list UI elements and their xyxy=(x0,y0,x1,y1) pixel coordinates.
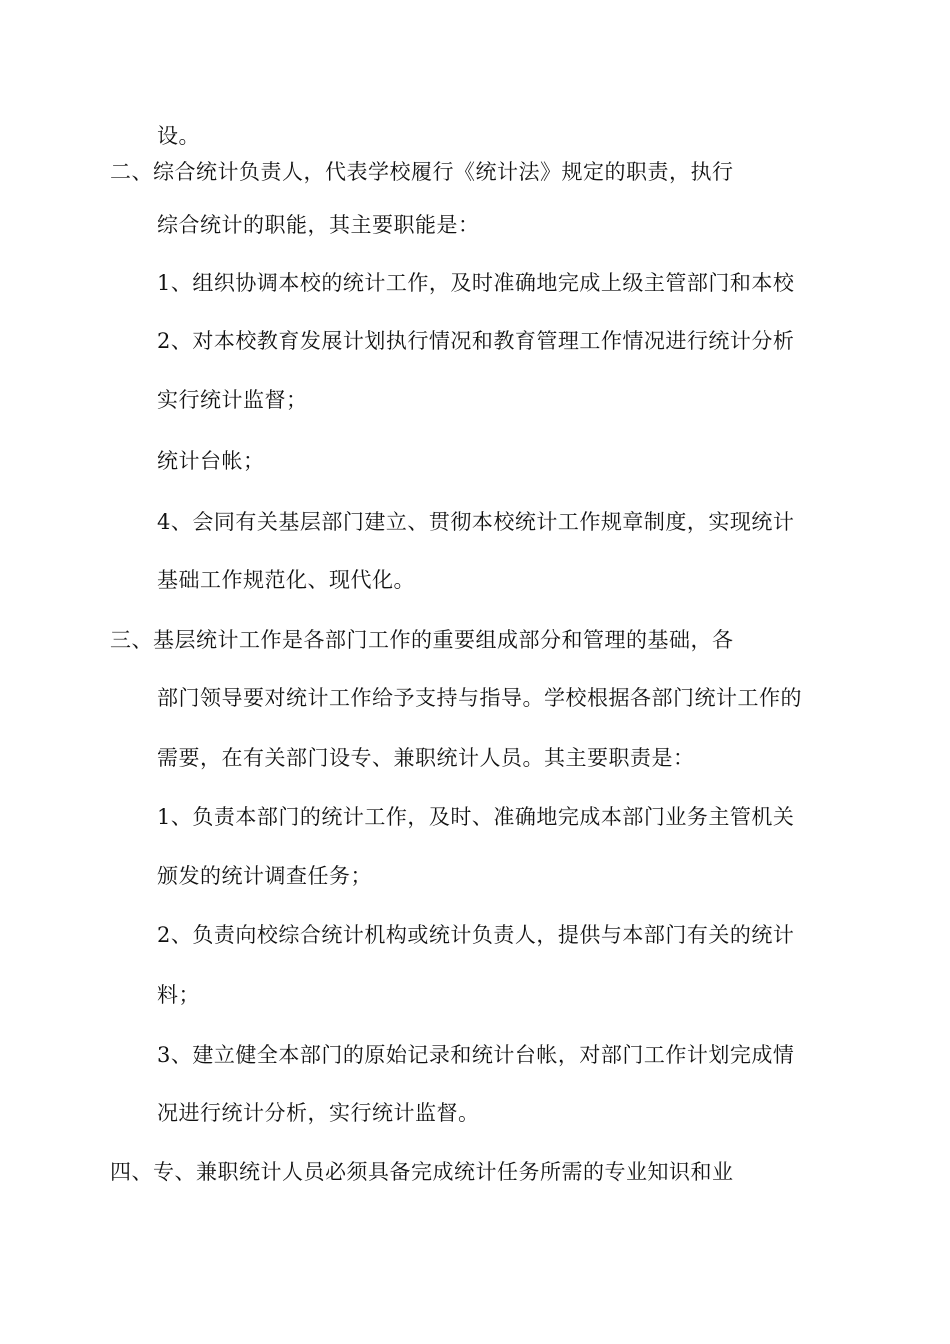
list-item: 1、组织协调本校的统计工作，及时准确地完成上级主管部门和本校 xyxy=(157,271,795,295)
list-item: 2、负责向校综合统计机构或统计负责人，提供与本部门有关的统计 xyxy=(157,923,795,947)
text-line: 实行统计监督； xyxy=(157,388,308,412)
text-line: 统计台帐； xyxy=(157,449,265,473)
section-heading-4: 四、专、兼职统计人员必须具备完成统计任务所需的专业知识和业 xyxy=(110,1160,734,1184)
text-line: 综合统计的职能，其主要职能是： xyxy=(157,213,480,237)
list-item: 1、负责本部门的统计工作，及时、准确地完成本部门业务主管机关 xyxy=(157,805,795,829)
section-heading-2: 二、综合统计负责人，代表学校履行《统计法》规定的职责，执行 xyxy=(110,160,734,184)
section-heading-3: 三、基层统计工作是各部门工作的重要组成部分和管理的基础，各 xyxy=(110,628,734,652)
text-line: 部门领导要对统计工作给予支持与指导。学校根据各部门统计工作的 xyxy=(157,686,802,710)
list-item: 3、建立健全本部门的原始记录和统计台帐，对部门工作计划完成情 xyxy=(157,1043,795,1067)
text-line: 需要，在有关部门设专、兼职统计人员。其主要职责是： xyxy=(157,746,695,770)
text-line: 基础工作规范化、现代化。 xyxy=(157,568,415,592)
text-line: 况进行统计分析，实行统计监督。 xyxy=(157,1101,480,1125)
text-line: 料； xyxy=(157,983,200,1007)
text-line: 设。 xyxy=(157,124,200,148)
list-item: 2、对本校教育发展计划执行情况和教育管理工作情况进行统计分析 xyxy=(157,329,795,353)
list-item: 4、会同有关基层部门建立、贯彻本校统计工作规章制度，实现统计 xyxy=(157,510,795,534)
text-line: 颁发的统计调查任务； xyxy=(157,864,372,888)
